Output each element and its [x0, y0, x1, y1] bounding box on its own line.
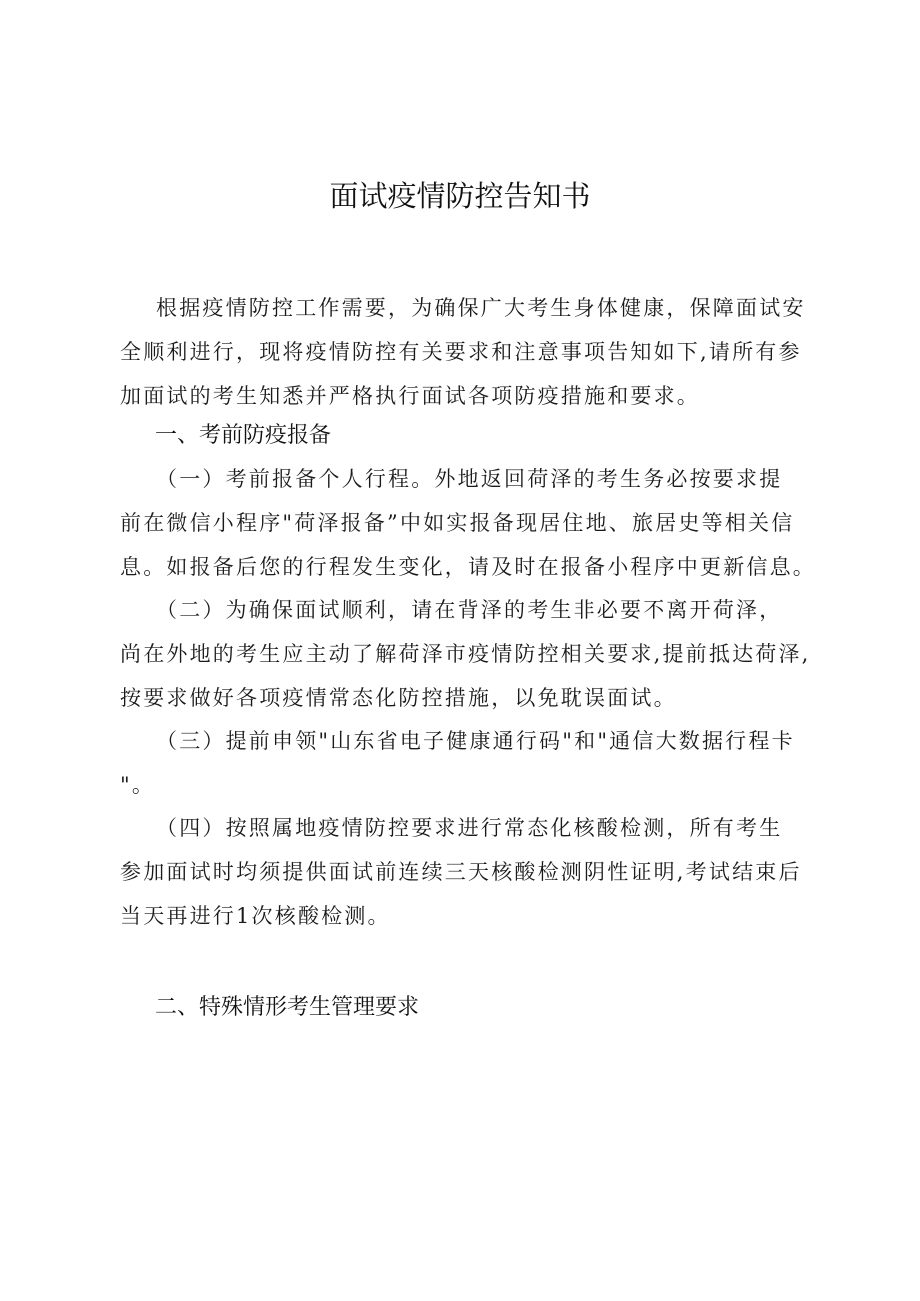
- item4-line-3: 当天再进行1次核酸检测。: [120, 904, 391, 928]
- intro-line-3: 加面试的考生知悉并严格执行面试各项防疫措施和要求。: [120, 384, 700, 408]
- item3-line-2: "。: [120, 773, 156, 797]
- item2-line-1: （二）为确保面试顺利，请在背泽的考生非必要不离开荷泽，: [156, 598, 783, 622]
- item4-line-2: 参加面试时均须提供面试前连续三天核酸检测阴性证明,考试结束后: [120, 860, 802, 884]
- section1-heading: 一、考前防疫报备: [155, 423, 332, 448]
- intro-line-2: 全顺利进行，现将疫情防控有关要求和注意事项告知如下,请所有参: [120, 340, 802, 364]
- section2-heading: 二、特殊情形考生管理要求: [155, 995, 420, 1020]
- item1-line-2: 前在微信小程序"荷泽报备”中如实报备现居住地、旅居史等相关信: [120, 511, 795, 535]
- item1-line-1: （一）考前报备个人行程。外地返回荷泽的考生务必按要求提: [156, 467, 783, 491]
- section1-item2: [120, 588, 810, 720]
- intro-paragraph: [120, 286, 810, 418]
- intro-line-1: 根据疫情防控工作需要，为确保广大考生身体健康，保障面试安: [156, 296, 806, 320]
- document-title: 面试疫情防控告知书: [329, 179, 591, 213]
- section1-item4: [120, 806, 810, 938]
- item1-line-3: 息。如报备后您的行程发生变化，请及时在报备小程序中更新信息。: [120, 555, 816, 579]
- item2-line-3: 按要求做好各项疫情常态化防控措施，以免耽误面试。: [120, 686, 677, 710]
- section1-item1: [120, 457, 816, 589]
- item2-line-2: 尚在外地的考生应主动了解荷泽市疫情防控相关要求,提前抵达荷泽,: [120, 642, 811, 666]
- item4-line-1: （四）按照属地疫情防控要求进行常态化核酸检测，所有考生: [156, 816, 783, 840]
- item3-line-1: （三）提前申领"山东省电子健康通行码"和"通信大数据行程卡: [156, 729, 795, 753]
- section1-item3: [120, 719, 810, 807]
